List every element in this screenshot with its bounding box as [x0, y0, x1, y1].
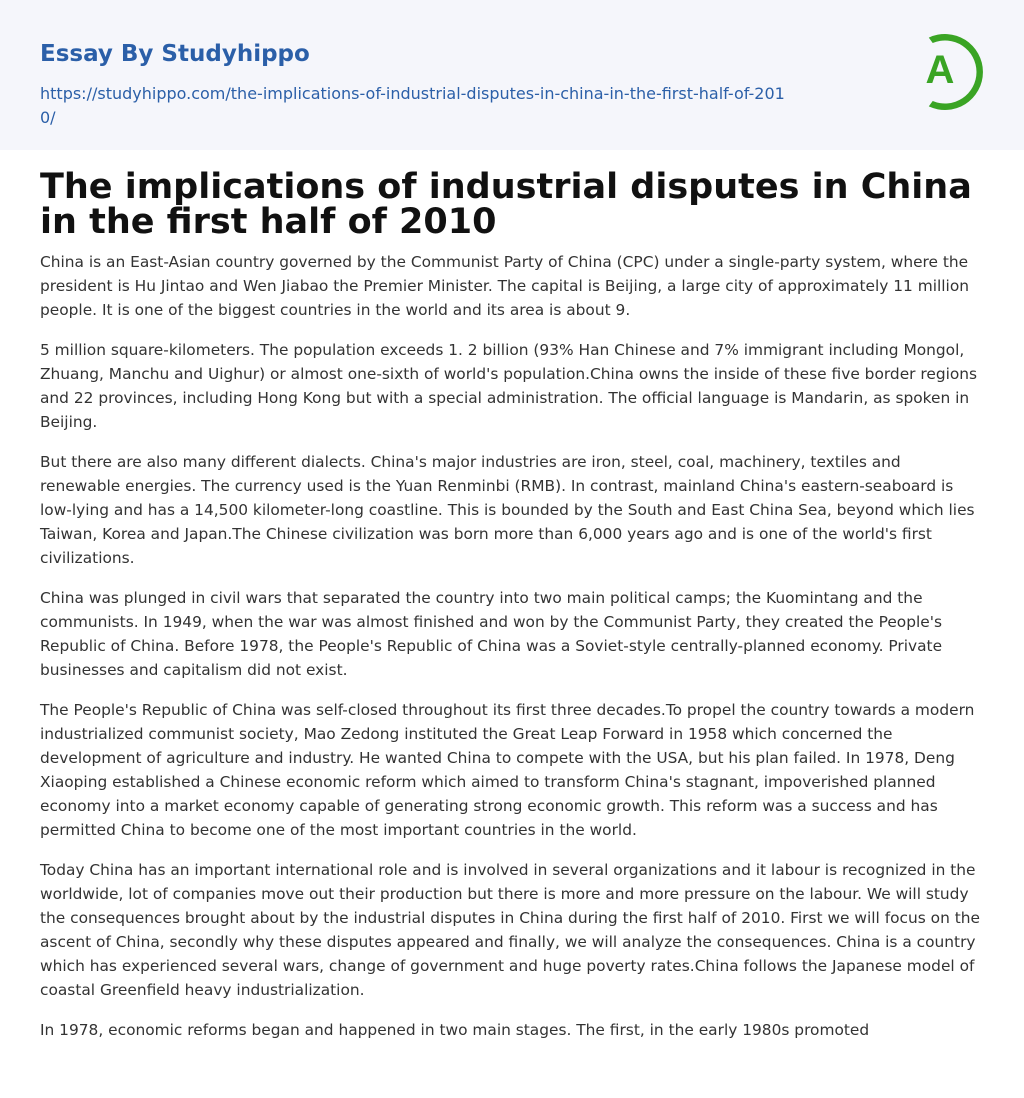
- page-header: [0, 0, 1024, 150]
- article-paragraph: 5 million square-kilometers. The population exceeds 1. 2 billion (93% Han Chinese and 7% immigrant including Mongol, Zhuang, Manchu and Uighur) or almost one-sixth of world's population.China owns the inside of these five border regions and 22 provinces, including Hong Kong but with a special administration. The official language is Mandarin, as spoken in Beijing.: [40, 341, 978, 431]
- article-paragraph: Today China has an important international role and is involved in several organizations and it labour is recognized in the worldwide, lot of companies move out their production but there is more and more pressure on the labour. We will study the consequences brought about by the industrial disputes in China during the first half of 2010. First we will focus on the ascent of China, secondly why these disputes appeared and finally, we will analyze the consequences. China is a country which has experienced several wars, change of government and huge poverty rates.China follows the Japanese model of coastal Greenfield heavy industrialization.: [40, 861, 980, 999]
- essay-url-link[interactable]: https://studyhippo.com/the-implications-of-industrial-disputes-in-china-in-the-first-half-of-2010/: [40, 84, 785, 127]
- studyhippo-logo-icon: [912, 28, 988, 116]
- site-brand: Essay By Studyhippo: [40, 41, 310, 67]
- article-paragraph: The People's Republic of China was self-closed throughout its first three decades.To propel the country towards a modern industrialized communist society, Mao Zedong instituted the Great Leap Forward in 1958 which concerned the development of agriculture and industry. He wanted China to compete with the USA, but his plan failed. In 1978, Deng Xiaoping established a Chinese economic reform which aimed to transform China's stagnant, impoverished planned economy into a market economy capable of generating strong economic growth. This reform was a success and has permitted China to become one of the most important countries in the world.: [40, 701, 975, 839]
- article-paragraph: China was plunged in civil wars that separated the country into two main political camps; the Kuomintang and the communists. In 1949, when the war was almost finished and won by the Communist Party, they created the People's Republic of China. Before 1978, the People's Republic of China was a Soviet-style centrally-planned economy. Private businesses and capitalism did not exist.: [40, 589, 943, 679]
- article-body: [40, 250, 985, 1058]
- article-paragraph: But there are also many different dialects. China's major industries are iron, steel, coal, machinery, textiles and renewable energies. The currency used is the Yuan Renminbi (RMB). In contrast, mainland China's eastern-seaboard is low-lying and has a 14,500 kilometer-long coastline. This is bounded by the South and East China Sea, beyond which lies Taiwan, Korea and Japan.The Chinese civilization was born more than 6,000 years ago and is one of the world's first civilizations.: [40, 453, 975, 567]
- logo-letter: A: [925, 48, 955, 92]
- article-paragraph: In 1978, economic reforms began and happened in two main stages. The first, in the early 1980s promoted: [40, 1021, 870, 1039]
- article-title: The implications of industrial disputes in China in the first half of 2010: [40, 167, 972, 242]
- article-paragraph: China is an East-Asian country governed by the Communist Party of China (CPC) under a single-party system, where the president is Hu Jintao and Wen Jiabao the Premier Minister. The capital is Beijing, a large city of approximately 11 million people. It is one of the biggest countries in the world and its area is about 9.: [40, 253, 969, 319]
